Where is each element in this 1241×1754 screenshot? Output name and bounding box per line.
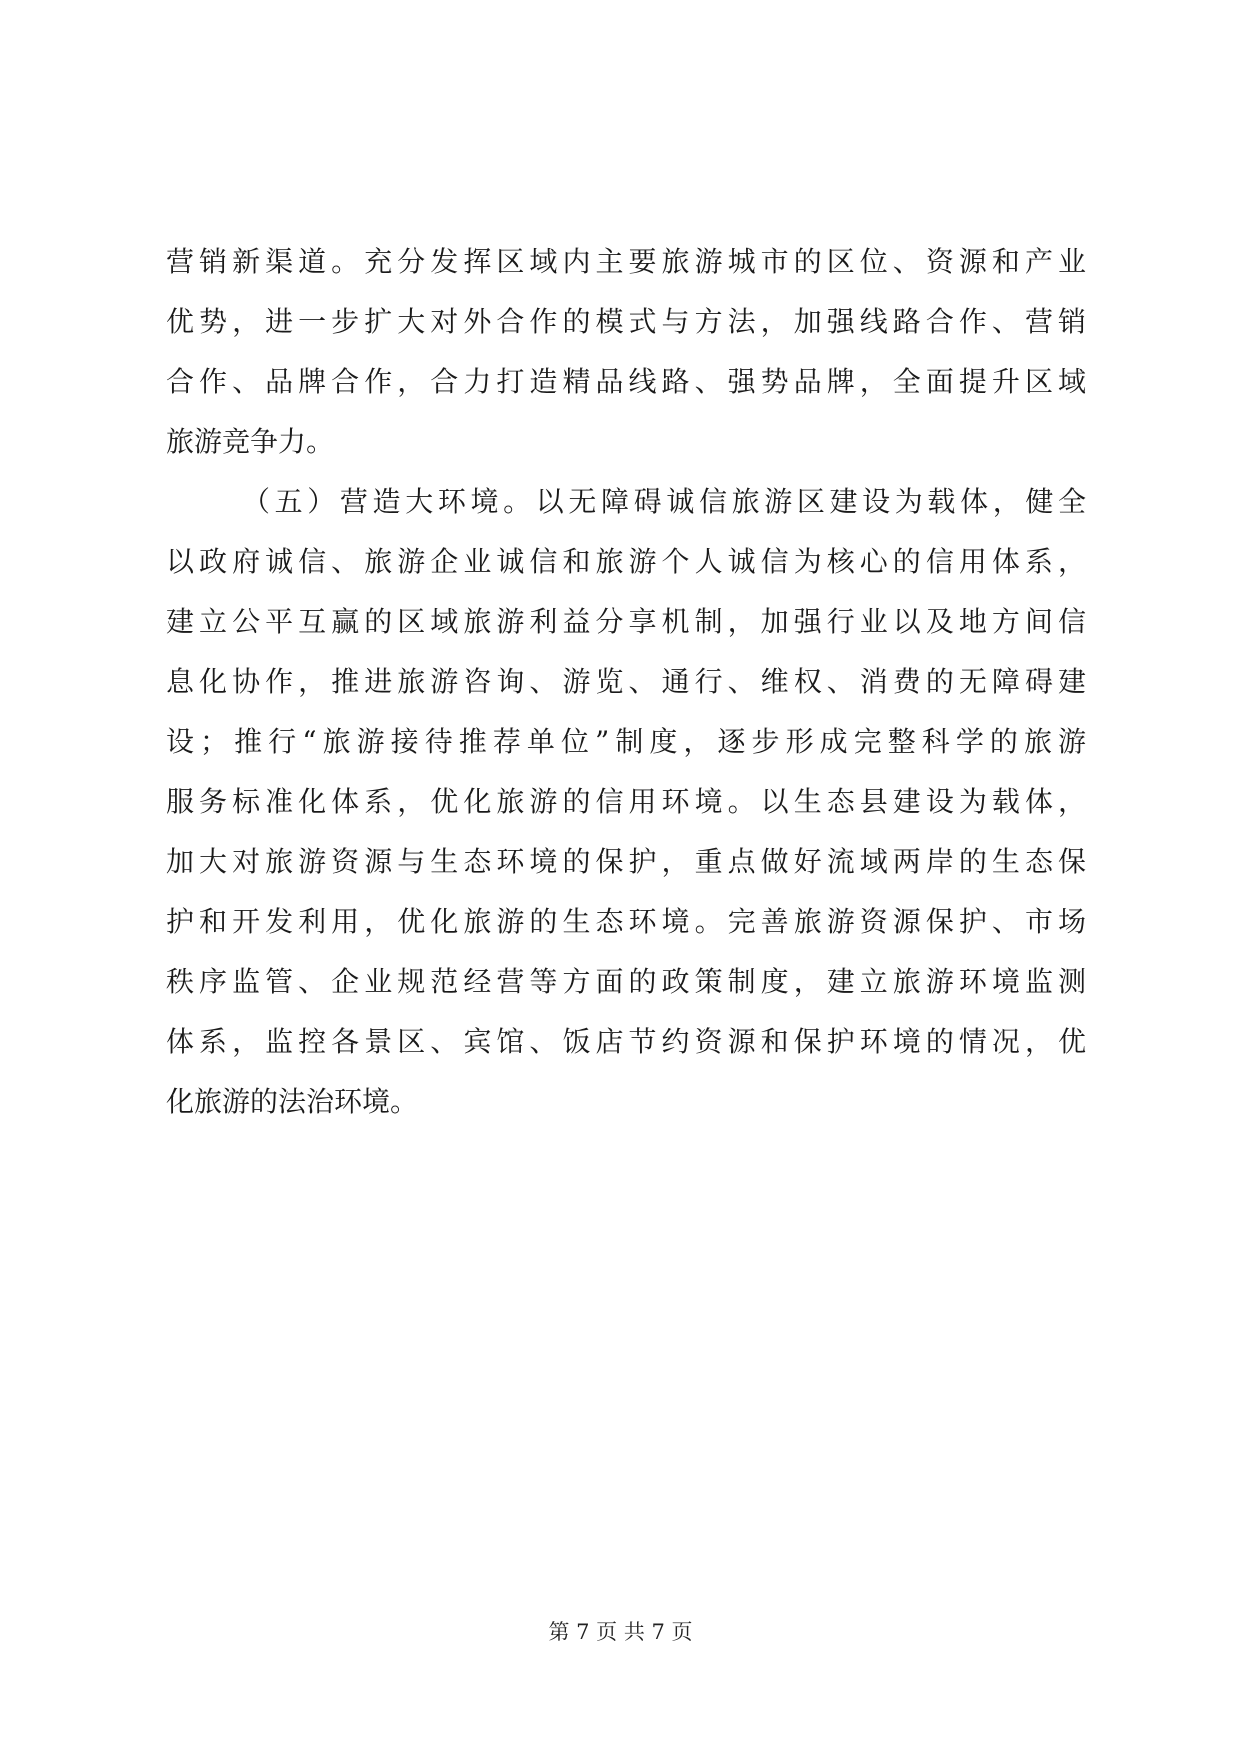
text-line: 体系，监控各景区、宾馆、饭店节约资源和保护环境的情况，优 <box>166 1025 1086 1058</box>
text-line: 设；推行“旅游接待推荐单位”制度，逐步形成完整科学的旅游 <box>166 725 1086 758</box>
text-line: 息化协作，推进旅游咨询、游览、通行、维权、消费的无障碍建 <box>166 665 1086 698</box>
text-line: 优势，进一步扩大对外合作的模式与方法，加强线路合作、营销 <box>166 305 1086 338</box>
paragraph-marketing <box>166 232 1086 472</box>
document-body <box>166 232 1086 1132</box>
text-line: 营销新渠道。充分发挥区域内主要旅游城市的区位、资源和产业 <box>166 245 1086 278</box>
text-line: 秩序监管、企业规范经营等方面的政策制度，建立旅游环境监测 <box>166 965 1086 998</box>
text-line: 化旅游的法治环境。 <box>166 1085 419 1118</box>
text-line: 建立公平互赢的区域旅游利益分享机制，加强行业以及地方间信 <box>166 605 1086 638</box>
text-line: （五）营造大环境。以无障碍诚信旅游区建设为载体，健全 <box>242 485 1086 518</box>
text-line: 加大对旅游资源与生态环境的保护，重点做好流域两岸的生态保 <box>166 845 1086 878</box>
text-line: 服务标准化体系，优化旅游的信用环境。以生态县建设为载体， <box>166 785 1086 818</box>
text-line: 以政府诚信、旅游企业诚信和旅游个人诚信为核心的信用体系， <box>166 545 1086 578</box>
text-line: 旅游竞争力。 <box>166 425 335 458</box>
paragraph-environment <box>166 472 1086 1132</box>
page-number-footer: 第 7 页 共 7 页 <box>548 1620 693 1644</box>
text-line: 合作、品牌合作，合力打造精品线路、强势品牌，全面提升区域 <box>166 365 1086 398</box>
text-line: 护和开发利用，优化旅游的生态环境。完善旅游资源保护、市场 <box>166 905 1086 938</box>
